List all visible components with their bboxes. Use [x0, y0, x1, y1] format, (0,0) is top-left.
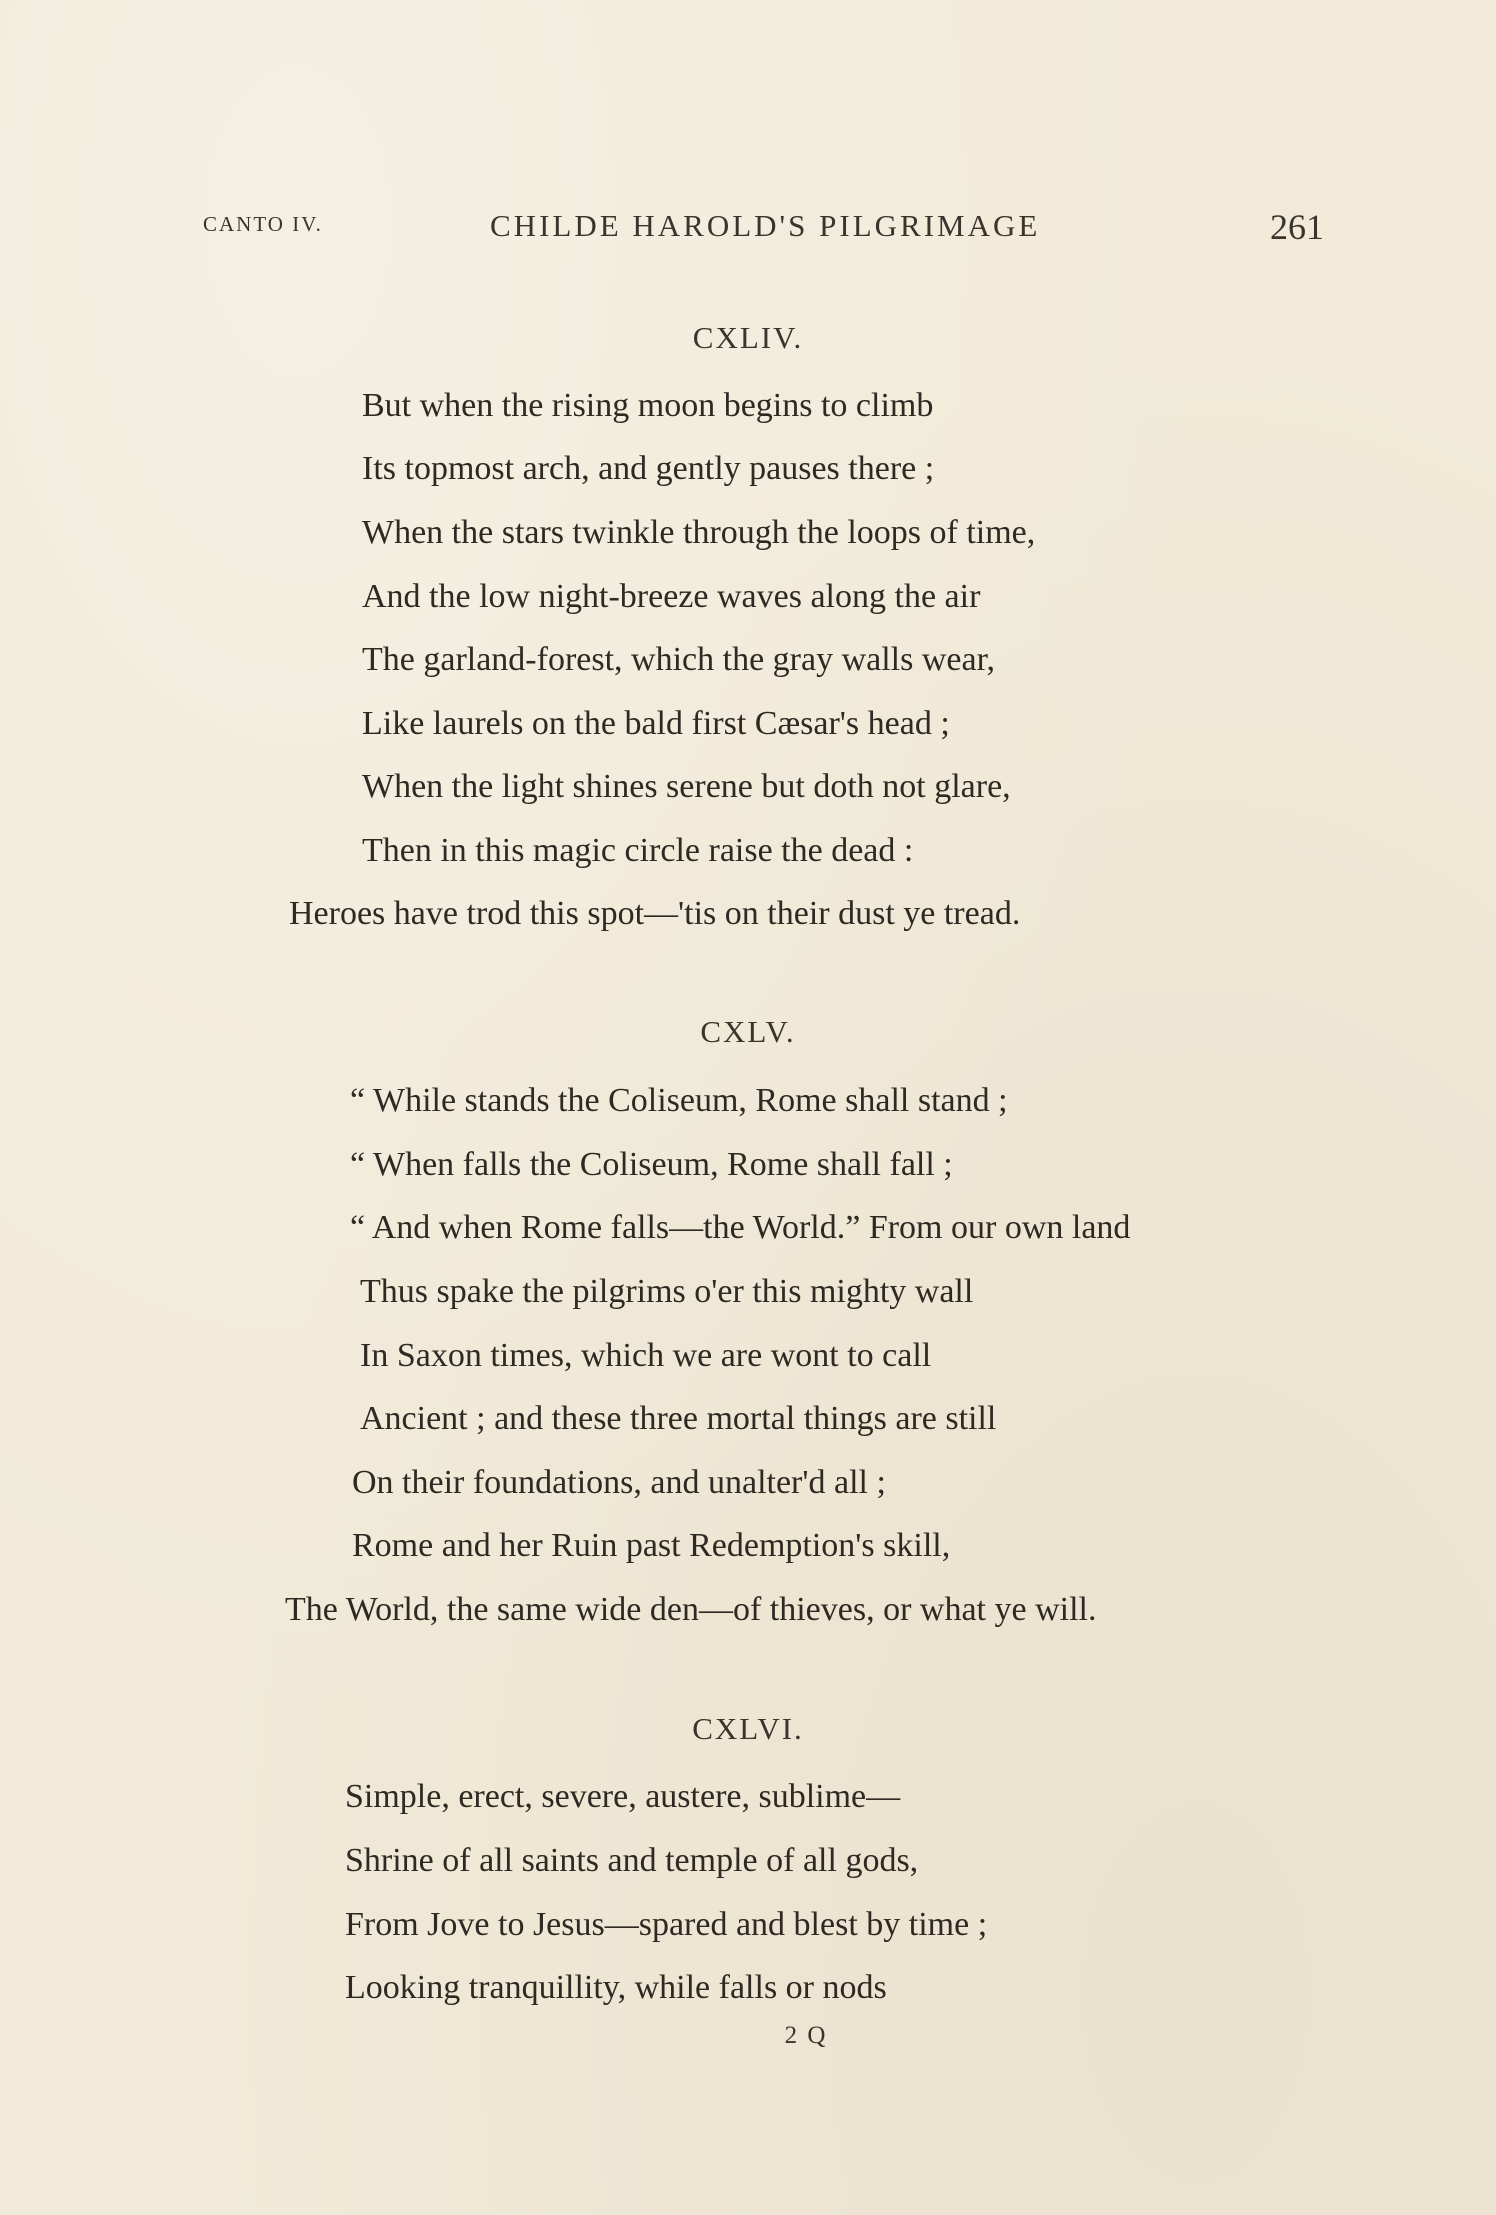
stanza-number: CXLIV.	[692, 320, 804, 355]
verse-line: In Saxon times, which we are wont to call	[360, 1337, 932, 1374]
verse-line: The garland-forest, which the gray walls wear,	[362, 641, 996, 678]
verse-line: “ While stands the Coliseum, Rome shall stand ;	[350, 1082, 1008, 1119]
verse-line: Then in this magic circle raise the dead :	[362, 832, 914, 869]
running-header	[0, 208, 1496, 258]
signature-mark: 2 Q	[784, 2022, 828, 2049]
verse-line: Shrine of all saints and temple of all gods,	[345, 1842, 919, 1879]
verse-line: Heroes have trod this spot—'tis on their dust ye tread.	[289, 895, 1021, 932]
verse-line: Looking tranquillity, while falls or nods	[345, 1969, 887, 2006]
stanza-number: CXLVI.	[692, 1711, 804, 1746]
page-number: 261	[1270, 207, 1324, 247]
verse-line: On their foundations, and unalter'd all ;	[352, 1464, 886, 1501]
verse-line: Thus spake the pilgrims o'er this mighty wall	[360, 1273, 974, 1310]
verse-line: When the stars twinkle through the loops of time,	[362, 514, 1036, 551]
stanza-number: CXLV.	[700, 1014, 796, 1049]
verse-line: Its topmost arch, and gently pauses there ;	[362, 450, 935, 487]
verse-line: “ When falls the Coliseum, Rome shall fall ;	[350, 1146, 953, 1183]
verse-line: Ancient ; and these three mortal things are still	[360, 1400, 997, 1437]
verse-line: The World, the same wide den—of thieves, or what ye will.	[285, 1591, 1097, 1628]
verse-line: And the low night-breeze waves along the air	[362, 578, 981, 615]
verse-line: Like laurels on the bald first Cæsar's head ;	[362, 705, 950, 742]
verse-line: “ And when Rome falls—the World.” From our own land	[350, 1209, 1131, 1246]
verse-line: Simple, erect, severe, austere, sublime—	[345, 1778, 901, 1815]
running-title: CHILDE HAROLD'S PILGRIMAGE	[490, 208, 1041, 243]
verse-line: Rome and her Ruin past Redemption's skill,	[352, 1527, 951, 1564]
verse-line: But when the rising moon begins to climb	[362, 387, 934, 424]
verse-line: When the light shines serene but doth not glare,	[362, 768, 1011, 805]
verse-line: From Jove to Jesus—spared and blest by time ;	[345, 1906, 988, 1943]
canto-label: CANTO IV.	[203, 212, 323, 236]
